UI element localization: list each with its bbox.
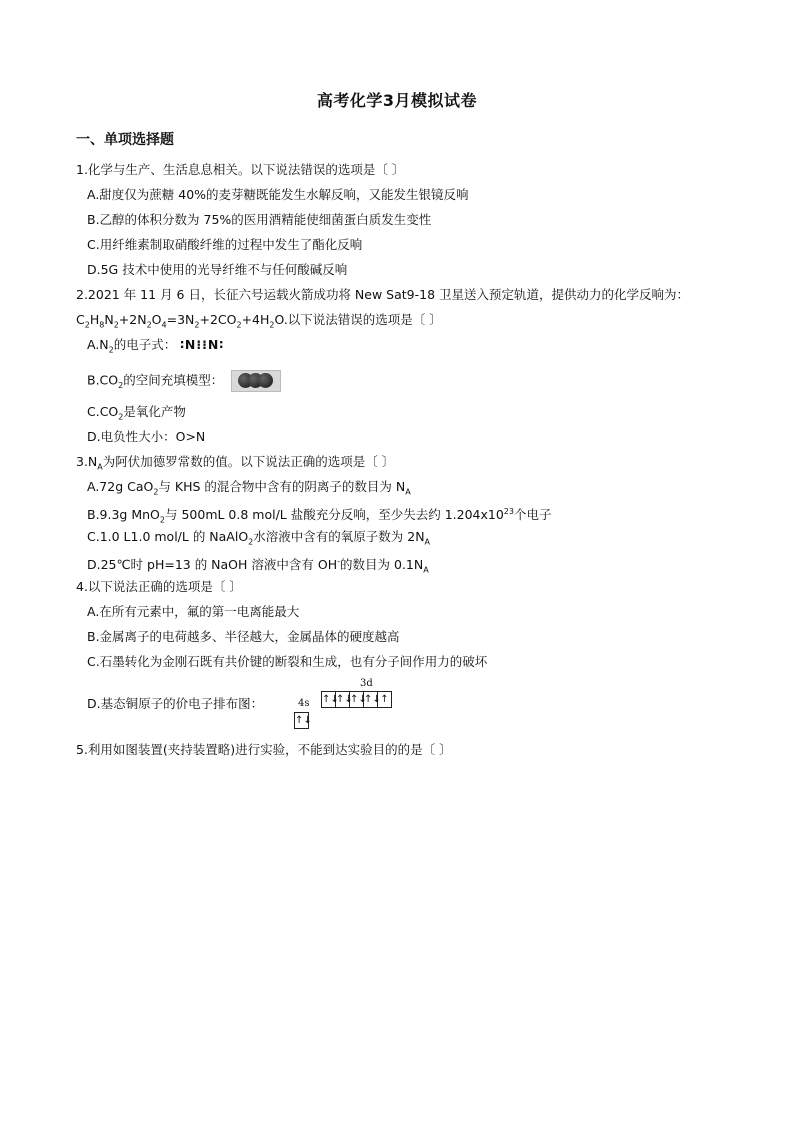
question-1-option-c: C.用纤维素制取硝酸纤维的过程中发生了酯化反响 [87,237,363,252]
question-2-option-d: D.电负性大小：O>N [87,429,206,444]
question-1-option-a: A.甜度仅为蔗糖 40%的麦芽糖既能发生水解反响，又能发生银镜反响 [87,187,469,202]
orbital-boxes-3d [321,691,392,708]
orbital-label-3d: 3d [360,678,373,689]
page-title: 高考化学3月模拟试卷 [316,91,478,110]
section-heading: 一、单项选择题 [76,132,174,148]
question-3-option-b: B.9.3g MnO$_2$与 500mL 0.8 mol/L 盐酸充分反响，至少失去约 $1.204x10^{23}$个电子 [87,507,552,525]
question-1-option-b: B.乙醇的体积分数为 75%的医用酒精能使细菌蛋白质发生变性 [87,212,432,227]
orbital-box: ↑↓ [295,715,312,726]
question-4-option-c: C.石墨转化为金刚石既有共价键的断裂和生成，也有分子间作用力的破坏 [87,654,488,669]
orbital-box: ↑↓ [336,694,353,705]
question-1-option-d: D.5G 技术中使用的光导纤维不与任何酸碱反响 [87,262,348,277]
orbital-label-4s: 4s [298,698,310,709]
question-4-stem: 4.以下说法正确的选项是〔 〕 [76,579,242,594]
question-2-option-a: $A.N_2$的电子式： ∶N⁝⁝N∶ [87,337,225,355]
question-4-option-a: A.在所有元素中，氟的第一电离能最大 [87,604,300,619]
question-2-option-b: $B.CO_2$的空间充填模型： [87,370,281,395]
electron-formula: ∶N⁝⁝N∶ [180,337,225,352]
co2-space-filling-model-image [231,370,281,392]
question-1-stem: 1.化学与生产、生活息息相关。以下说法错误的选项是〔 〕 [76,162,405,177]
question-2-option-c: $C.CO_2$是氧化产物 [87,404,186,422]
orbital-box: ↑↓ [364,694,381,705]
orbital-box: ↑↓ [322,694,339,705]
question-4-option-b: B.金属离子的电荷越多、半径越大，金属晶体的硬度越高 [87,629,400,644]
question-3-option-c: C.1.0 L1.0 mol/L 的 NaAlO$_2$水溶液中含有的氧原子数为 $2N_A$ [87,529,431,547]
orbital-box-4s [294,712,312,729]
question-2-stem-line2: $C_2H_8N_2+2N_2O_4=3N_2+2CO_2+4H_2O$.以下说法错误的选项是〔 〕 [76,312,442,330]
question-3-option-a: A.72g CaO$_2$与 KHS 的混合物中含有的阴离子的数目为 $N_A$ [87,479,411,497]
question-5-stem: 5.利用如图装置(夹持装置略)进行实验，不能到达实验目的的是〔 〕 [76,742,452,757]
question-2-stem-line1: 2.2021 年 11 月 6 日，长征六号运载火箭成功将 New Sat9-18 卫星送入预定轨道，提供动力的化学反响为： [76,287,690,302]
question-3-stem: $3.N_A$为阿伏加德罗常数的值。以下说法正确的选项是〔 〕 [76,454,395,472]
orbital-box: ↑ [380,694,389,705]
question-3-option-d: D.25℃时 pH=13 的 NaOH 溶液中含有 OH-的数目为 $0.1N_A$ [87,557,429,575]
question-4-option-d: D.基态铜原子的价电子排布图： [87,696,264,711]
orbital-box: ↑↓ [350,694,367,705]
